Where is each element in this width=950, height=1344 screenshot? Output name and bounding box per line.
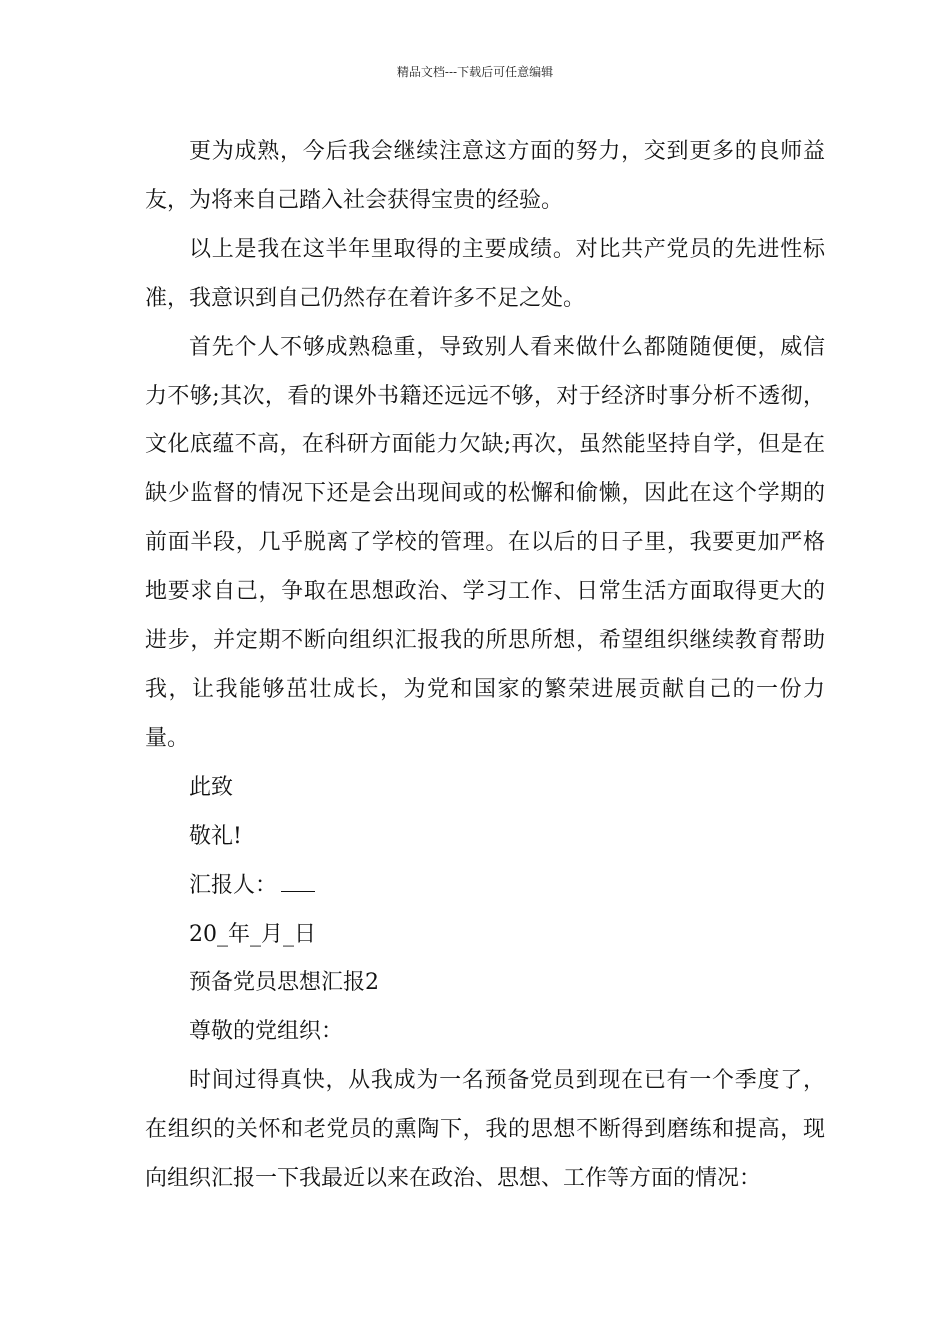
salutation-line-1: 此致: [189, 774, 234, 800]
second-report-paragraph: 时间过得真快，从我成为一名预备党员到现在已有一个季度了，在组织的关怀和老党员的熏陶下，我的思想不断得到磨练和提高，现向组织汇报一下我最近以来在政治、思想、工作等方面的情况：: [145, 1068, 825, 1192]
reporter-blank: [281, 873, 315, 892]
document-body: [145, 128, 825, 1204]
paragraph-2: 以上是我在这半年里取得的主要成绩。对比共产党员的先进性标准，我意识到自己仍然存在着许多不足之处。: [145, 236, 825, 311]
paragraph-3: 首先个人不够成熟稳重，导致别人看来做什么都随随便便，威信力不够;其次，看的课外书籍还远远不够，对于经济时事分析不透彻，文化底蕴不高，在科研方面能力欠缺;再次，虽然能坚持自学，但是在缺少监督的情况下还是会出现间或的松懈和偷懒，因此在这个学期的前面半段，几乎脱离了学校的管理。在以后的日子里，我要更加严格地要求自己，争取在思想政治、学习工作、日常生活方面取得更大的进步，并定期不断向组织汇报我的所思所想，希望组织继续教育帮助我，让我能够茁壮成长，为党和国家的繁荣进展贡献自己的一份力量。: [145, 334, 825, 751]
paragraph-1: 更为成熟，今后我会继续注意这方面的努力，交到更多的良师益友，为将来自己踏入社会获得宝贵的经验。: [145, 139, 825, 213]
second-report-greeting: 尊敬的党组织：: [189, 1019, 344, 1045]
reporter-label: 汇报人：: [189, 872, 278, 898]
page-header: 精品文档---下载后可任意编辑: [396, 65, 554, 79]
date-line: 20_年_月_日: [189, 921, 316, 947]
second-report-title: 预备党员思想汇报2: [189, 970, 379, 996]
salutation-line-2: 敬礼!: [189, 823, 242, 849]
reporter-line: [145, 862, 825, 911]
